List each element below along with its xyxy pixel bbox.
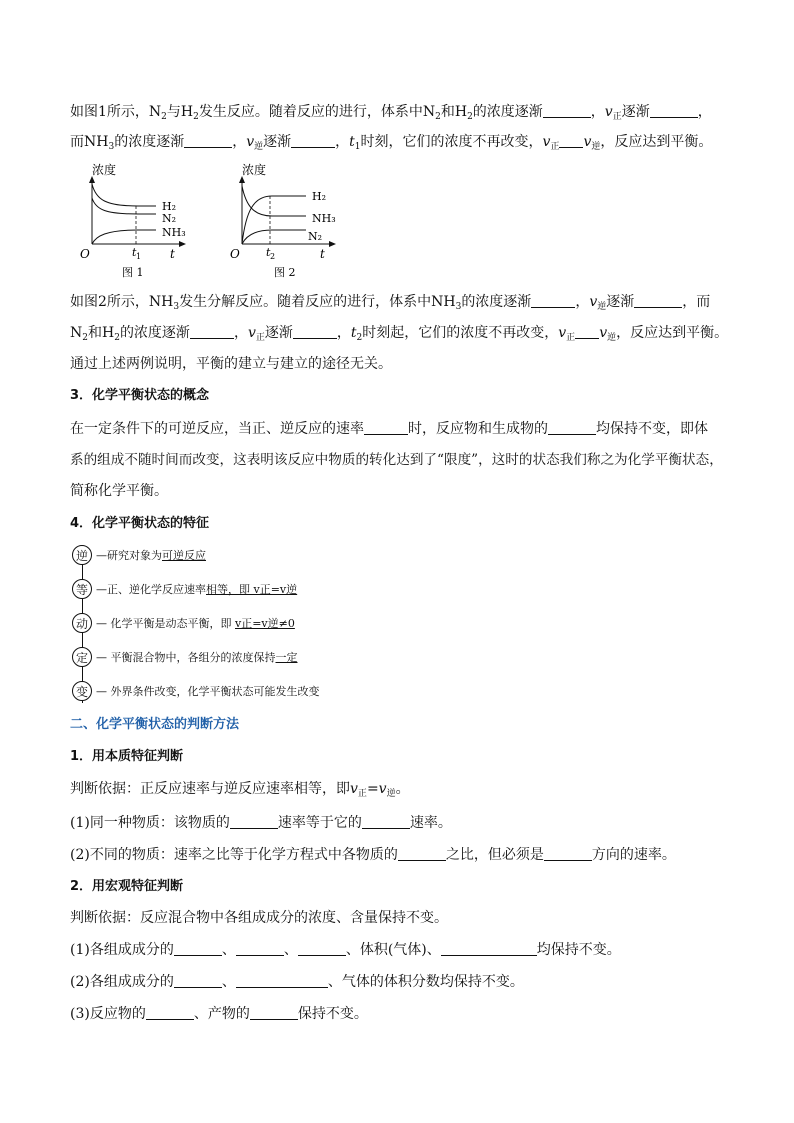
s1-item1: [70, 813, 452, 833]
emphasis: v正=v逆≠0: [235, 617, 295, 630]
text: 。: [395, 781, 410, 797]
feature-row: [72, 645, 298, 669]
legend-nh3: NH₃: [162, 226, 186, 239]
text: (1)同一种物质：该物质的: [70, 815, 230, 831]
text: —研究对象为: [96, 549, 162, 562]
text: ，: [233, 325, 248, 341]
text: 、: [221, 942, 236, 958]
feature-badge: 逆: [72, 545, 92, 565]
curve-h2: [242, 196, 306, 244]
velocity-symbol: v: [583, 134, 592, 150]
text: 的浓度逐渐: [461, 294, 532, 310]
text: ，: [232, 134, 247, 150]
text: (2)各组成成分的: [70, 974, 174, 990]
fill-blank[interactable]: [543, 103, 591, 118]
text: 时刻起，它们的浓度不再改变，: [362, 325, 559, 341]
subscript: 2: [356, 333, 363, 343]
t2-subscript: 2: [270, 252, 276, 261]
y-axis-arrow: [239, 176, 245, 183]
time-symbol: t: [349, 134, 355, 150]
text: 逐渐: [263, 134, 292, 150]
text: 在一定条件下的可逆反应，当正、逆反应的速率: [70, 421, 364, 437]
text: ，: [575, 294, 590, 310]
sec3-line2: 系的组成不随时间而改变，这表明该反应中物质的转化达到了“限度”，这时的状态我们称之为化学平衡状态，: [70, 452, 723, 468]
fill-blank[interactable]: [544, 846, 592, 861]
text: 时，反应物和生成物的: [408, 421, 548, 437]
fill-blank[interactable]: [575, 324, 599, 339]
velocity-symbol: v: [247, 325, 256, 341]
text: 时刻，它们的浓度不再改变，: [360, 134, 543, 150]
subscript: 逆: [597, 302, 607, 312]
feature-text: [96, 649, 298, 665]
text: 如图2所示，NH: [70, 294, 174, 310]
feature-row: [72, 543, 206, 567]
s1-basis: [70, 779, 410, 804]
x-axis-label: t: [320, 247, 325, 261]
subscript: 1: [354, 142, 361, 152]
fill-blank[interactable]: [364, 420, 408, 435]
subscript: 2: [435, 112, 441, 122]
velocity-symbol: v: [604, 104, 613, 120]
text: 发生反应。随着反应的进行，体系中N: [198, 104, 436, 120]
figure-2: [228, 160, 354, 282]
s2-item3: [70, 1004, 368, 1024]
part-2-heading: 二、化学平衡状态的判断方法: [70, 717, 240, 732]
text: 、体积(气体)、: [345, 942, 441, 958]
figure-caption: 图 1: [122, 266, 144, 279]
text: 逐渐: [264, 325, 293, 341]
feature-text: [96, 581, 297, 597]
figure-caption: 图 2: [274, 266, 296, 279]
t1-label: t: [132, 246, 137, 259]
text: 的浓度逐渐: [472, 104, 543, 120]
subsection-1-heading: 1．用本质特征判断: [70, 749, 184, 764]
fill-blank[interactable]: [250, 1005, 298, 1020]
fill-blank[interactable]: [174, 973, 222, 988]
feature-row: [72, 679, 320, 703]
feature-badge: 等: [72, 579, 92, 599]
time-symbol: t: [350, 325, 357, 341]
text: 和H: [440, 104, 468, 120]
text: ，反应达到平衡。: [616, 325, 729, 341]
text: (3)反应物的: [70, 1006, 146, 1022]
text: 判断依据：正反应速率与逆反应速率相等，即: [70, 781, 350, 797]
y-axis-label: 浓度: [92, 163, 117, 177]
velocity-symbol: v: [558, 325, 567, 341]
x-axis-label: t: [170, 247, 175, 261]
y-axis-label: 浓度: [242, 163, 267, 177]
emphasis: 相等: [206, 583, 228, 596]
subscript: 正: [357, 789, 367, 799]
para1-line2: [70, 132, 712, 157]
subscript: 逆: [386, 789, 396, 799]
y-axis-arrow: [89, 176, 95, 183]
subscript: 逆: [254, 142, 264, 152]
velocity-symbol: v: [378, 781, 387, 797]
feature-text: — 外界条件改变，化学平衡状态可能发生改变: [96, 685, 320, 698]
subscript: 正: [566, 333, 576, 343]
subscript: 3: [173, 302, 180, 312]
fill-blank[interactable]: [146, 1005, 194, 1020]
subsection-2-heading: 2．用宏观特征判断: [70, 879, 184, 894]
fill-blank[interactable]: [291, 133, 335, 148]
text: ，: [336, 325, 351, 341]
subscript: 3: [455, 302, 462, 312]
fill-blank[interactable]: [174, 941, 222, 956]
fill-blank[interactable]: [190, 324, 234, 339]
text: 速率。: [409, 815, 452, 831]
subscript: 逆: [591, 142, 601, 152]
text: — 化学平衡是动态平衡，即: [96, 617, 235, 630]
text: 、: [221, 974, 236, 990]
text: ，反应达到平衡。: [600, 134, 713, 150]
emphasis: 可逆反应: [162, 549, 206, 562]
feature-badge: 动: [72, 613, 92, 633]
fill-blank[interactable]: [293, 324, 337, 339]
subscript: 3: [108, 142, 115, 152]
x-axis-arrow: [179, 241, 186, 247]
text: 发生分解反应。随着反应的进行，体系中NH: [179, 294, 456, 310]
legend-n2: N₂: [162, 212, 177, 225]
legend-h2: H₂: [162, 200, 177, 213]
fill-blank[interactable]: [236, 941, 284, 956]
text: 速率等于它的: [277, 815, 362, 831]
curve-n2: [242, 230, 306, 244]
text: =: [366, 781, 379, 797]
subscript: 2: [114, 333, 120, 343]
text: ，而: [682, 294, 711, 310]
subscript: 2: [193, 112, 199, 122]
text: 之比，但必须是: [445, 847, 544, 863]
text: 的浓度逐渐: [119, 325, 190, 341]
fill-blank[interactable]: [548, 420, 596, 435]
text: 保持不变。: [297, 1006, 368, 1022]
para2-line3: 通过上述两例说明，平衡的建立与建立的途径无关。: [70, 356, 392, 372]
sec3-line1: [70, 419, 708, 439]
x-axis-arrow: [329, 241, 336, 247]
origin-label: O: [230, 247, 240, 261]
fill-blank[interactable]: [634, 293, 682, 308]
curve-nh3: [92, 230, 156, 244]
text: ，: [335, 134, 350, 150]
text: 而NH: [70, 134, 109, 150]
legend-h2: H₂: [312, 190, 327, 203]
velocity-symbol: v: [350, 781, 358, 797]
velocity-symbol: v: [589, 294, 598, 310]
feature-text: [96, 547, 206, 563]
subscript: 2: [82, 333, 88, 343]
t2-label: t: [266, 246, 271, 259]
velocity-symbol: v: [599, 325, 608, 341]
text: 方向的速率。: [591, 847, 676, 863]
legend-n2: N₂: [308, 230, 323, 243]
text: 、产物的: [193, 1006, 250, 1022]
fill-blank[interactable]: [298, 941, 346, 956]
text: 、: [283, 942, 298, 958]
s2-item1: [70, 940, 621, 960]
figure-1: [78, 160, 204, 282]
subscript: 2: [467, 112, 473, 122]
s1-item2: [70, 845, 676, 865]
text: 与H: [166, 104, 194, 120]
feature-badge: 变: [72, 681, 92, 701]
text: 如图1所示，N: [70, 104, 162, 120]
para2-line1: [70, 292, 710, 317]
para2-line2: [70, 323, 728, 348]
feature-text: [96, 615, 295, 631]
s2-item2: [70, 972, 524, 992]
curve-h2: [92, 184, 156, 206]
curve-nh3: [242, 186, 306, 216]
para1-line1: [70, 102, 712, 127]
subscript: 2: [161, 112, 167, 122]
fill-blank[interactable]: [650, 103, 698, 118]
text: —正、逆化学反应速率: [96, 583, 206, 596]
section-4-heading: 4．化学平衡状态的特征: [70, 516, 210, 531]
text: 、气体的体积分数均保持不变。: [327, 974, 524, 990]
text: ，即 v正=v逆: [228, 583, 298, 596]
text: — 平衡混合物中，各组分的浓度保持: [96, 651, 276, 664]
sec3-line3: 简称化学平衡。: [70, 483, 168, 499]
text: 均保持不变，即体: [596, 421, 708, 437]
features-diagram: [72, 543, 412, 713]
text: 和H: [87, 325, 115, 341]
section-3-heading: 3．化学平衡状态的概念: [70, 388, 210, 403]
text: N: [70, 325, 83, 341]
legend-nh3: NH₃: [312, 212, 336, 225]
fill-blank[interactable]: [362, 814, 410, 829]
feature-row: [72, 577, 297, 601]
subscript: 正: [255, 333, 265, 343]
origin-label: O: [80, 247, 90, 261]
text: 的浓度逐渐: [114, 134, 185, 150]
text: 逐渐: [621, 104, 650, 120]
emphasis: 一定: [275, 651, 298, 664]
subscript: 正: [612, 112, 622, 122]
text: ，: [697, 104, 712, 120]
fill-blank[interactable]: [230, 814, 278, 829]
feature-row: [72, 611, 295, 635]
subscript: 逆: [607, 333, 617, 343]
fill-blank[interactable]: [559, 133, 583, 148]
velocity-symbol: v: [246, 134, 255, 150]
text: 逐渐: [606, 294, 635, 310]
fill-blank[interactable]: [184, 133, 232, 148]
feature-badge: 定: [72, 647, 92, 667]
text: ，: [590, 104, 605, 120]
text: (1)各组成成分的: [70, 942, 174, 958]
fill-blank[interactable]: [398, 846, 446, 861]
subscript: 正: [550, 142, 560, 152]
s2-basis: 判断依据：反应混合物中各组成成分的浓度、含量保持不变。: [70, 910, 448, 926]
velocity-symbol: v: [542, 134, 551, 150]
fill-blank[interactable]: [236, 973, 328, 988]
text: (2)不同的物质：速率之比等于化学方程式中各物质的: [70, 847, 398, 863]
t1-subscript: 1: [136, 252, 142, 261]
text: 均保持不变。: [536, 942, 621, 958]
fill-blank[interactable]: [441, 941, 537, 956]
fill-blank[interactable]: [531, 293, 575, 308]
